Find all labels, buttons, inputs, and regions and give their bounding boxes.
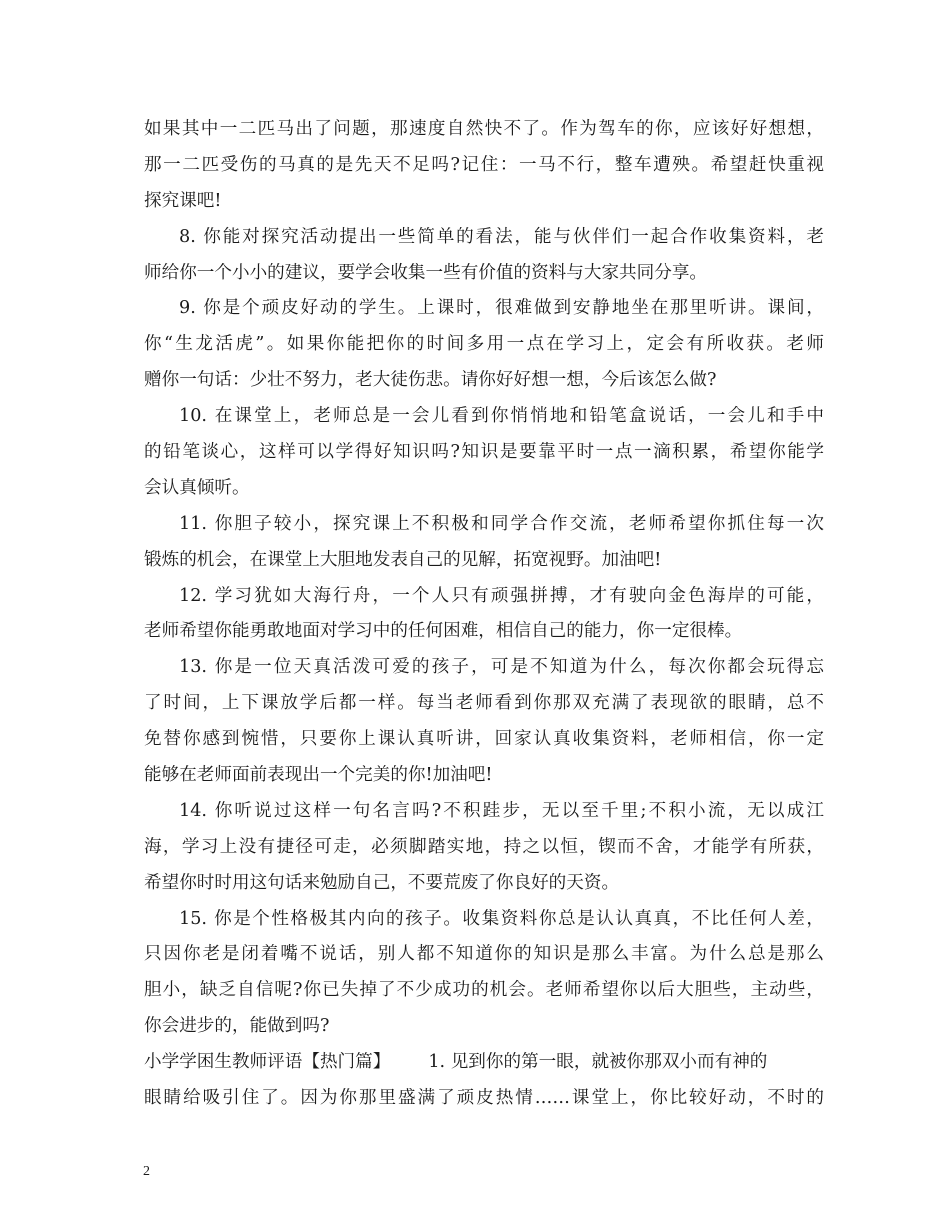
text-line: 会认真倾听。 [144, 477, 250, 498]
text-line: 锻炼的机会，在课堂上大胆地发表自己的见解，拓宽视野。加油吧! [144, 549, 662, 570]
section-heading: 小学学困生教师评语【热门篇】 [144, 1052, 391, 1073]
text-line: 只因你老是闭着嘴不说话，别人都不知道你的知识是那么丰富。为什么总是那么 [144, 944, 824, 965]
paragraph-start-10: 10. 在课堂上，老师总是一会儿看到你悄悄地和铅笔盒说话，一会儿和手中 [179, 406, 824, 427]
paragraph-start-15: 15. 你是个性格极其内向的孩子。收集资料你总是认认真真，不比任何人差， [179, 908, 824, 929]
text-line: 的铅笔谈心，这样可以学得好知识吗?知识是要靠平时一点一滴积累，希望你能学 [144, 442, 824, 463]
text-line: 那一二匹受伤的马真的是先天不足吗?记住：一马不行，整车遭殃。希望赶快重视 [144, 154, 824, 175]
text-line: 眼睛给吸引住了。因为你那里盛满了顽皮热情……课堂上，你比较好动，不时的 [144, 1088, 824, 1109]
section-heading-line [144, 1045, 824, 1081]
text-line: 师给你一个小小的建议，要学会收集一些有价值的资料与大家共同分享。 [144, 262, 708, 283]
text-line: 探究课吧! [144, 190, 222, 211]
text-line: 如果其中一二匹马出了问题，那速度自然快不了。作为驾车的你，应该好好想想， [144, 119, 824, 139]
text-line: 你会进步的，能做到吗? [144, 1016, 330, 1037]
text-line: 能够在老师面前表现出一个完美的你!加油吧! [144, 765, 493, 786]
text-line: 你“生龙活虎”。如果你能把你的时间多用一点在学习上，定会有所收获。老师 [144, 334, 824, 355]
text-line: 希望你时时用这句话来勉励自己，不要荒废了你良好的天资。 [144, 872, 620, 893]
text-line: 老师希望你能勇敢地面对学习中的任何困难，相信自己的能力，你一定很棒。 [144, 621, 743, 642]
text-line: 赠你一句话：少壮不努力，老大徒伤悲。请你好好想一想，今后该怎么做? [144, 370, 717, 391]
paragraph-start-9: 9. 你是个顽皮好动的学生。上课时，很难做到安静地坐在那里听讲。课间， [179, 298, 824, 319]
paragraph-start-8: 8. 你能对探究活动提出一些简单的看法，能与伙伴们一起合作收集资料，老 [179, 226, 824, 247]
text-line: 海，学习上没有捷径可走，必须脚踏实地，持之以恒，锲而不舍，才能学有所获， [144, 836, 824, 857]
document-body [144, 112, 824, 1117]
section-first-item: 1. 见到你的第一眼，就被你那双小而有神的 [428, 1052, 768, 1073]
text-line: 胆小，缺乏自信呢?你已失掉了不少成功的机会。老师希望你以后大胆些，主动些， [144, 980, 824, 1001]
paragraph-start-13: 13. 你是一位天真活泼可爱的孩子，可是不知道为什么，每次你都会玩得忘 [179, 657, 824, 678]
text-line: 免替你感到惋惜，只要你上课认真听讲，回家认真收集资料，老师相信，你一定 [144, 729, 824, 750]
page-number: 2 [143, 1164, 150, 1179]
text-line: 了时间，上下课放学后都一样。每当老师看到你那双充满了表现欲的眼睛，总不 [144, 693, 824, 714]
paragraph-start-11: 11. 你胆子较小，探究课上不积极和同学合作交流，老师希望你抓住每一次 [179, 513, 824, 534]
paragraph-start-12: 12. 学习犹如大海行舟，一个人只有顽强拼搏，才有驶向金色海岸的可能， [179, 585, 824, 606]
paragraph-start-14: 14. 你听说过这样一句名言吗?不积跬步，无以至千里;不积小流，无以成江 [179, 800, 824, 821]
